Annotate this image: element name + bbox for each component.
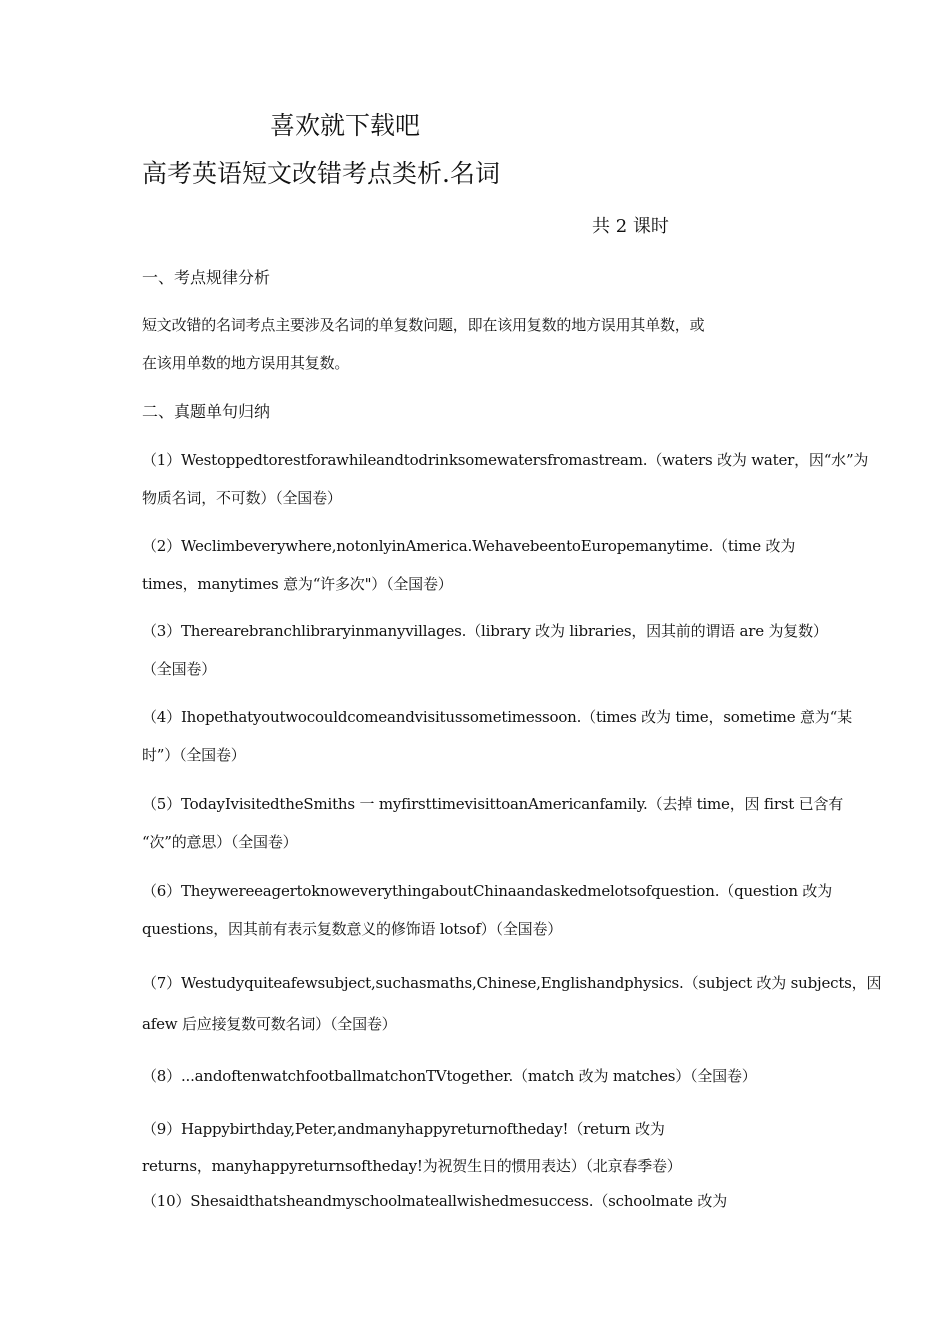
item-8-line1: （8）...andoftenwatchfootballmatchonTVtogether.（match 改为 matches）（全国卷） (142, 1067, 757, 1085)
item-5-line1: （5）TodayIvisitedtheSmiths 一 myfirsttimevisittoanAmericanfamily.（去掉 time，因 first 已含有 (142, 795, 844, 813)
item-4-line2: 时”）（全国卷） (142, 746, 246, 764)
item-3-line2: （全国卷） (142, 660, 217, 678)
item-7-line1: （7）Westudyquiteafewsubject,suchasmaths,Chinese,Englishandphysics.（subject 改为 subjects，因 (142, 974, 882, 992)
section1-paragraph-line2: 在该用单数的地方误用其复数。 (142, 354, 350, 372)
download-banner: 喜欢就下载吧 (270, 111, 421, 140)
item-2-line2: times，manytimes 意为“许多次"）（全国卷） (142, 575, 453, 593)
section2-heading: 二、真题单句归纳 (142, 402, 271, 421)
item-3-line1: （3）Therearebranchlibraryinmanyvillages.（library 改为 libraries，因其前的谓语 are 为复数） (142, 622, 828, 640)
item-7-line2: afew 后应接复数可数名词）（全国卷） (142, 1015, 397, 1033)
section1-paragraph-line1: 短文改错的名词考点主要涉及名词的单复数问题，即在该用复数的地方误用其单数，或 (142, 316, 705, 334)
document-title: 高考英语短文改错考点类析.名词 (142, 159, 500, 188)
item-4-line1: （4）Ihopethatyoutwocouldcomeandvisitussometimessoon.（times 改为 time，sometime 意为“某 (142, 708, 852, 726)
item-9-line1: （9）Happybirthday,Peter,andmanyhappyreturnoftheday!（return 改为 (142, 1120, 665, 1138)
item-1-line1: （1）Westoppedtorestforawhileandtodrinksomewatersfromastream.（waters 改为 water，因“水”为 (142, 451, 869, 469)
item-1-line2: 物质名词，不可数）（全国卷） (142, 489, 342, 507)
item-6-line1: （6）TheywereeagertoknoweverythingaboutChinaandaskedmelotsofquestion.（question 改为 (142, 882, 832, 900)
item-10-line1: （10）Shesaidthatsheandmyschoolmateallwishedmesuccess.（schoolmate 改为 (142, 1192, 727, 1210)
item-9-line2: returns，manyhappyreturnsoftheday!为祝贺生日的惯用表达）（北京春季卷） (142, 1157, 682, 1175)
section1-heading: 一、考点规律分析 (142, 268, 271, 287)
item-5-line2: “次”的意思）（全国卷） (142, 833, 298, 851)
item-6-line2: questions，因其前有表示复数意义的修饰语 lotsof）（全国卷） (142, 920, 563, 938)
item-2-line1: （2）Weclimbeverywhere,notonlyinAmerica.WehavebeentoEuropemanytime.（time 改为 (142, 537, 796, 555)
class-hours: 共 2 课时 (592, 216, 669, 237)
